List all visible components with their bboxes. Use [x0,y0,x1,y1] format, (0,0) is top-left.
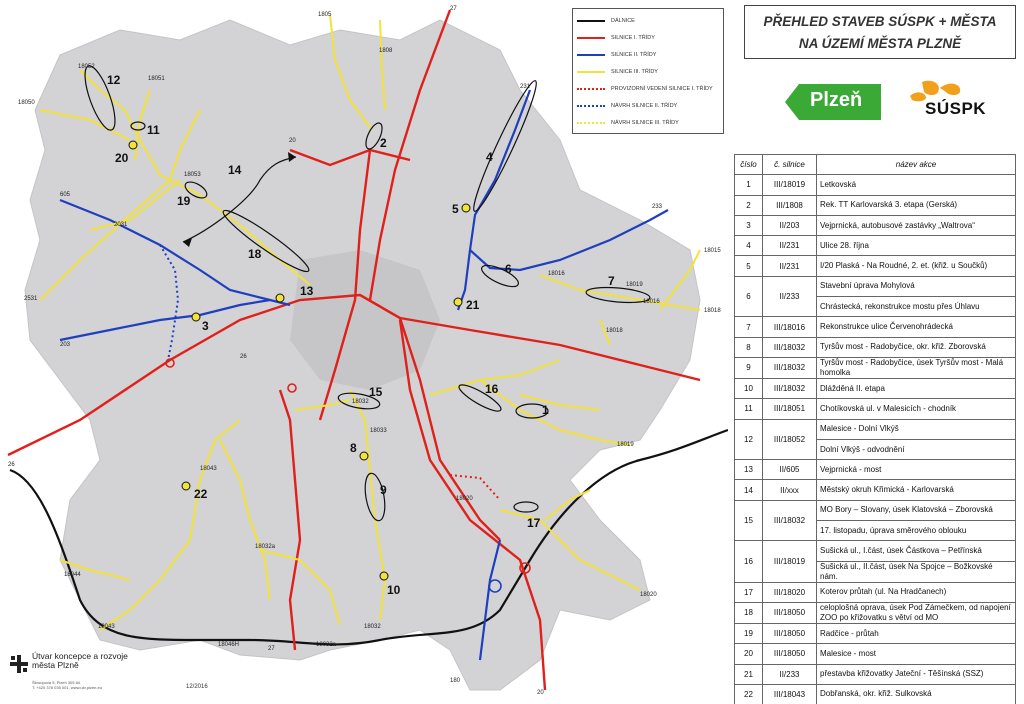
legend-swatch [577,122,605,124]
project-dot-21 [454,298,462,306]
legend-label: SILNICE I. TŘÍDY [611,35,655,41]
cell-road-code: III/1808 [763,195,817,215]
table-row [735,175,1016,195]
project-label-1: 1 [542,403,549,417]
table-row [735,378,1016,398]
road-label: 18018 [606,328,623,334]
projects-table [734,154,1016,704]
road-label: 18019 [626,282,643,288]
cell-number: 4 [735,236,763,256]
org-contact-line: T: +420 378 035 001, www.ukr.plzen.eu [32,685,102,690]
cell-number: 15 [735,500,763,541]
cell-project-name: Sušická ul., I.část, úsek Částkova – Petřínská [817,541,1016,561]
cell-project-name: Letkovská [817,175,1016,195]
cell-road-code: III/18032 [763,357,817,378]
org-address-line: Škroupova 5, Plzeň 305 84 [32,680,81,685]
road-label: 18051 [148,76,165,82]
project-label-3: 3 [202,319,209,333]
road-label: 18053 [184,172,201,178]
road-label: 18050 [18,100,35,106]
cell-number: 10 [735,378,763,398]
project-label-22: 22 [194,487,208,501]
road-label: 26 [8,462,15,468]
project-label-15: 15 [369,385,383,399]
project-label-7: 7 [608,274,615,288]
cell-project-name: Dobřanská, okr. křiž. Sulkovská [817,684,1016,704]
project-label-21: 21 [466,298,480,312]
cell-number: 19 [735,623,763,643]
road-label: 20 [289,138,296,144]
table-row [735,460,1016,480]
table-header-row [735,155,1016,175]
map-legend [572,8,724,134]
cell-road-code: II/605 [763,460,817,480]
cell-number: 20 [735,644,763,664]
road-label: 18044 [64,572,81,578]
cell-project-name: Radčice - průtah [817,623,1016,643]
map-date: 12/2016 [186,684,208,690]
road-label: 2531 [24,296,38,302]
page-title-box [744,5,1016,59]
road-label: 27 [268,646,275,652]
cell-project-name: Tyršův most - Radobyčice, úsek Tyršův most - Malá homolka [817,357,1016,378]
road-label: 1805 [318,12,332,18]
cell-road-code: III/18019 [763,175,817,195]
cell-project-name: I/20 Plaská - Na Roudné, 2. et. (křiž. u Součků) [817,256,1016,276]
table-row [735,500,1016,520]
cell-road-code: III/18050 [763,644,817,664]
cell-number: 9 [735,357,763,378]
legend-label: NÁVRH SILNICE III. TŘÍDY [611,120,679,126]
cell-road-code: II/231 [763,236,817,256]
road-label: 18015 [704,248,721,254]
project-label-12: 12 [107,73,121,87]
org-address [32,680,102,690]
cell-number: 7 [735,317,763,337]
project-label-4: 4 [486,150,493,164]
table-row [735,419,1016,439]
legend-row-motorway [577,15,635,27]
cell-road-code: II/203 [763,215,817,235]
legend-row-provisional-class-one [577,83,713,95]
table-row [735,664,1016,684]
cell-road-code: III/18016 [763,317,817,337]
road-label: 18043 [98,624,115,630]
col-header-num: číslo [735,155,763,175]
project-dot-10 [380,572,388,580]
cell-number: 8 [735,337,763,357]
suspk-logo-text: SÚSPK [925,99,987,118]
cell-project-name: 17. listopadu, úprava směrového oblouku [817,521,1016,541]
table-row [735,399,1016,419]
table-row [735,623,1016,643]
table-row [735,317,1016,337]
cell-number: 1 [735,175,763,195]
legend-swatch [577,54,605,56]
road-label: 18033 [370,428,387,434]
project-label-18: 18 [248,247,262,261]
project-label-16: 16 [485,382,499,396]
project-label-10: 10 [387,583,401,597]
table-row [735,541,1016,561]
cell-number: 13 [735,460,763,480]
cell-project-name: Stavební úprava Mohylová [817,276,1016,296]
cell-project-name: Dolní Vlkýš - odvodnění [817,439,1016,459]
project-dot-3 [192,313,200,321]
road-label: 26 [240,354,247,360]
cell-road-code: III/18043 [763,684,817,704]
legend-label: PROVIZORNÍ VEDENÍ SILNICE I. TŘÍDY [611,86,713,92]
road-label: 2031 [114,222,128,228]
cell-road-code: III/18019 [763,541,817,582]
cell-project-name: Rek. TT Karlovarská 3. etapa (Gerská) [817,195,1016,215]
road-label: 203 [60,342,71,348]
table-row [735,337,1016,357]
legend-label: NÁVRH SILNICE II. TŘÍDY [611,103,678,109]
table-row [735,357,1016,378]
cell-road-code: III/18032 [763,337,817,357]
cell-road-code: II/231 [763,256,817,276]
cell-number: 17 [735,582,763,602]
cell-project-name: Malesice - Dolní Vlkýš [817,419,1016,439]
cell-number: 5 [735,256,763,276]
project-dot-5 [462,204,470,212]
org-name-line1: Útvar koncepce a rozvoje [32,651,128,661]
road-label: 18016 [548,271,565,277]
road-label: 1808 [379,48,393,54]
page-title-line2: NA ÚZEMÍ MĚSTA PLZNĚ [798,36,962,51]
road-label: 18032a [255,544,276,550]
legend-row-class-three [577,66,658,78]
table-row [735,215,1016,235]
project-label-19: 19 [177,194,191,208]
project-label-17: 17 [527,516,541,530]
cell-road-code: III/18050 [763,602,817,623]
cell-road-code: III/18032 [763,378,817,398]
road-label: 18020 [640,592,657,598]
cell-number: 11 [735,399,763,419]
road-label: 605 [60,192,71,198]
table-row [735,236,1016,256]
table-row [735,644,1016,664]
road-label: 18032 [364,624,381,630]
col-header-code: č. silnice [763,155,817,175]
table-row [735,276,1016,296]
legend-swatch [577,88,605,90]
table-row [735,684,1016,704]
cell-project-name: Koterov průtah (ul. Na Hradčanech) [817,582,1016,602]
legend-swatch [577,105,605,107]
table-row [735,602,1016,623]
project-label-9: 9 [380,483,387,497]
legend-row-proposed-class-three [577,117,679,129]
project-dot-8 [360,452,368,460]
legend-label: DÁLNICE [611,18,635,24]
road-label: 18019 [617,442,634,448]
project-label-11: 11 [147,123,160,137]
cell-number: 16 [735,541,763,582]
legend-row-class-two [577,49,656,61]
cell-road-code: II/xxx [763,480,817,500]
col-header-name: název akce [817,155,1016,175]
cell-number: 22 [735,684,763,704]
org-logo-icon [10,655,28,673]
cell-project-name: Rekonstrukce ulice Červenohrádecká [817,317,1016,337]
project-dot-22 [182,482,190,490]
road-label: 233 [652,204,663,210]
road-label: 18016 [643,299,660,305]
cell-project-name: Tyršův most - Radobyčice, okr. křiž. Zborovská [817,337,1016,357]
legend-label: SILNICE II. TŘÍDY [611,52,657,58]
cell-number: 14 [735,480,763,500]
road-label: 18043 [200,466,217,472]
table-row [735,256,1016,276]
cell-number: 2 [735,195,763,215]
road-label: 18032 [352,399,369,405]
cell-project-name: Vejprnická - most [817,460,1016,480]
road-label: 18018 [704,308,721,314]
legend-swatch [577,20,605,22]
cell-road-code: II/233 [763,664,817,684]
cell-number: 12 [735,419,763,460]
road-label: 18032a [316,642,337,648]
road-label: 231 [520,84,531,90]
cell-project-name: Sušická ul., II.část, úsek Na Spojce – Božkovské nám. [817,561,1016,582]
cell-project-name: Městský okruh Křimická - Karlovarská [817,480,1016,500]
plzen-logo-text: Plzeň [810,89,863,111]
project-dot-13 [276,294,284,302]
project-label-5: 5 [452,202,459,216]
cell-number: 21 [735,664,763,684]
cell-project-name: Chotíkovská ul. v Malesicích - chodník [817,399,1016,419]
cell-project-name: Chrástecká, rekonstrukce mostu přes Úhlavu [817,297,1016,317]
table-row [735,480,1016,500]
project-label-20: 20 [115,151,129,165]
cell-number: 6 [735,276,763,317]
road-label: 27 [450,6,457,12]
road-label: 18020 [456,496,473,502]
legend-row-class-one [577,32,655,44]
project-label-6: 6 [505,262,512,276]
road-label: 18046H [218,642,240,648]
project-dot-20 [129,141,137,149]
cell-road-code: III/18032 [763,500,817,541]
table-row [735,582,1016,602]
org-name-line2: města Plzně [32,660,79,670]
road-label: 18052 [78,64,95,70]
cell-road-code: III/18020 [763,582,817,602]
project-label-14: 14 [228,163,242,177]
cell-project-name: Malesice - most [817,644,1016,664]
page-title-line1: PŘEHLED STAVEB SÚSPK + MĚSTA [763,14,997,29]
cell-road-code: III/18052 [763,419,817,460]
legend-swatch [577,37,605,39]
road-label: 180 [450,678,461,684]
table-row [735,195,1016,215]
org-credit [10,652,128,670]
cell-project-name: Vejprnická, autobusové zastávky „Waltrova“ [817,215,1016,235]
cell-project-name: Dlážděná II. etapa [817,378,1016,398]
legend-swatch [577,71,605,73]
cell-road-code: III/18051 [763,399,817,419]
cell-project-name: MO Bory – Slovany, úsek Klatovská – Zborovská [817,500,1016,520]
cell-number: 3 [735,215,763,235]
table-body [735,175,1016,704]
project-label-8: 8 [350,441,357,455]
cell-project-name: celoplošná oprava, úsek Pod Zámečkem, od napojení ZOO po křižovatku s větví od MO [817,602,1016,623]
cell-project-name: Ulice 28. října [817,236,1016,256]
legend-label: SILNICE III. TŘÍDY [611,69,658,75]
cell-project-name: přestavba křižovatky Jateční - Těšínská (SSZ) [817,664,1016,684]
project-label-2: 2 [380,136,387,150]
road-label: 20 [537,690,544,696]
project-label-13: 13 [300,284,314,298]
cell-road-code: III/18050 [763,623,817,643]
cell-road-code: II/233 [763,276,817,317]
cell-number: 18 [735,602,763,623]
legend-row-proposed-class-two [577,100,677,112]
